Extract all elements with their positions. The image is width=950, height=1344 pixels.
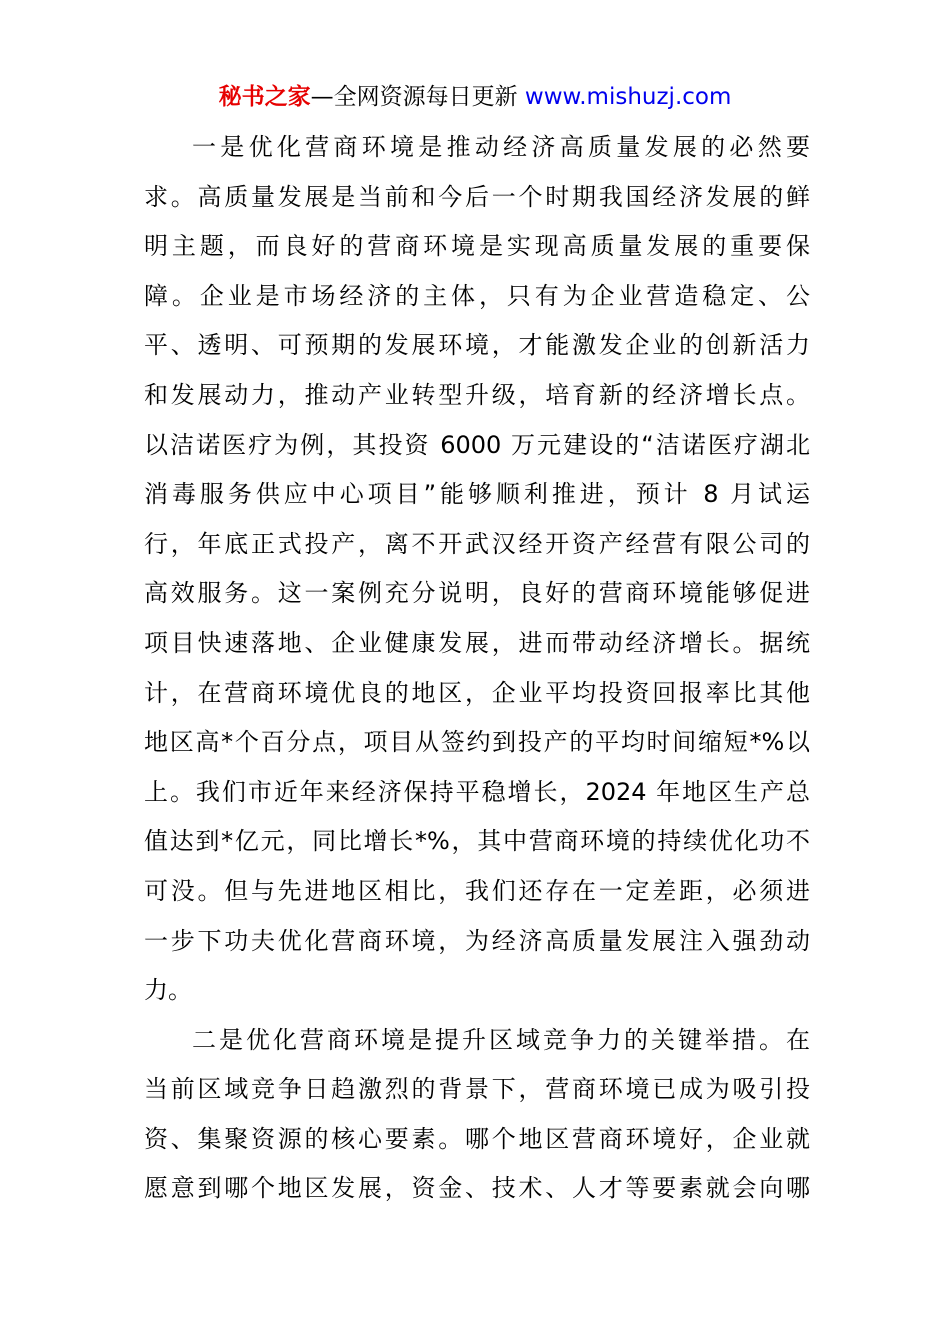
text-line: 计，在营商环境优良的地区，企业平均投资回报率比其他 bbox=[144, 678, 810, 707]
text-line: 愿意到哪个地区发展，资金、技术、人才等要素就会向哪 bbox=[144, 1174, 810, 1203]
text-line: 明主题，而良好的营商环境是实现高质量发展的重要保 bbox=[144, 232, 810, 261]
text-line: 力。 bbox=[144, 976, 192, 1005]
text-line: 障。企业是市场经济的主体，只有为企业营造稳定、公 bbox=[144, 281, 810, 310]
site-url-link[interactable]: www.mishuzj.com bbox=[524, 84, 732, 110]
text-line: 项目快速落地、企业健康发展，进而带动经济增长。据统 bbox=[144, 628, 810, 657]
text-line: 和发展动力，推动产业转型升级，培育新的经济增长点。 bbox=[144, 380, 810, 409]
text-line: 求。高质量发展是当前和今后一个时期我国经济发展的鲜 bbox=[144, 182, 810, 211]
paragraph-2 bbox=[144, 1016, 810, 1214]
text-line: 资、集聚资源的核心要素。哪个地区营商环境好，企业就 bbox=[144, 1124, 810, 1153]
text-line: 一步下功夫优化营商环境，为经济高质量发展注入强劲动 bbox=[144, 926, 810, 955]
text-line: 平、透明、可预期的发展环境，才能激发企业的创新活力 bbox=[144, 331, 810, 360]
text-line: 二是优化营商环境是提升区域竞争力的关键举措。在 bbox=[192, 1025, 810, 1054]
text-line: 可没。但与先进地区相比，我们还存在一定差距，必须进 bbox=[144, 876, 810, 905]
text-line: 一是优化营商环境是推动经济高质量发展的必然要 bbox=[192, 133, 810, 161]
paragraph-1 bbox=[144, 123, 810, 1016]
text-line: 高效服务。这一案例充分说明，良好的营商环境能够促进 bbox=[144, 579, 810, 608]
header-tagline: —全网资源每日更新 bbox=[310, 84, 525, 110]
text-line: 行，年底正式投产，离不开武汉经开资产经营有限公司的 bbox=[144, 529, 810, 558]
brand-name: 秘书之家 bbox=[218, 84, 311, 110]
text-line: 以洁诺医疗为例，其投资 6000 万元建设的“洁诺医疗湖北 bbox=[144, 430, 810, 459]
document-body bbox=[144, 123, 810, 1214]
text-line: 消毒服务供应中心项目”能够顺利推进，预计 8 月试运 bbox=[144, 480, 810, 509]
text-line: 上。我们市近年来经济保持平稳增长，2024 年地区生产总 bbox=[144, 777, 810, 806]
text-line: 当前区域竞争日趋激烈的背景下，营商环境已成为吸引投 bbox=[144, 1075, 810, 1104]
text-line: 值达到*亿元，同比增长*%，其中营商环境的持续优化功不 bbox=[144, 827, 810, 856]
site-header bbox=[0, 80, 950, 114]
text-line: 地区高*个百分点，项目从签约到投产的平均时间缩短*%以 bbox=[144, 728, 810, 757]
